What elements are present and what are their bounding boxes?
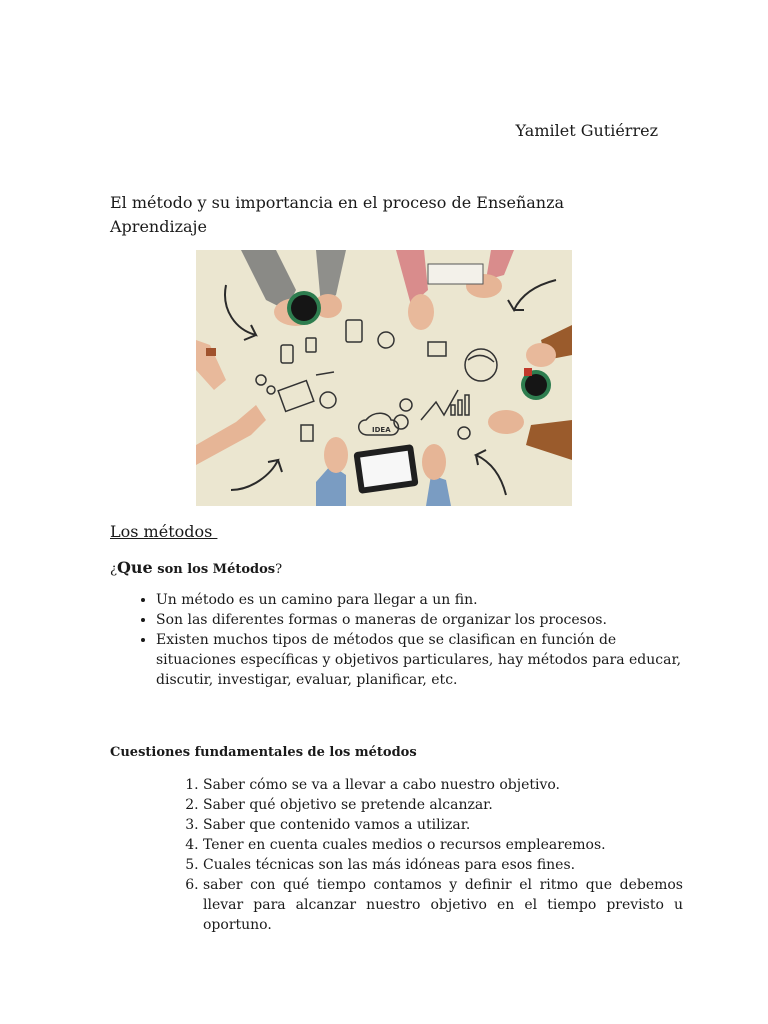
- list-item: 4. Tener en cuenta cuales medios o recursos emplearemos.: [203, 835, 683, 855]
- methods-bullet-list: [133, 590, 686, 690]
- list-item: • Un método es un camino para llegar a un fin.: [156, 590, 686, 610]
- list-item: 6. saber con qué tiempo contamos y definir el ritmo que debemos llevar para alcanzar nuestro objetivo en el tiempo previsto u oportuno.: [203, 875, 683, 935]
- author-name: Yamilet Gutiérrez: [515, 121, 658, 140]
- question-close-mark: ?: [275, 562, 283, 577]
- question-rest: son los Métodos: [152, 562, 276, 577]
- list-item: 3. Saber que contenido vamos a utilizar.: [203, 815, 683, 835]
- coffee-cup-left: [287, 291, 321, 325]
- list-item: • Existen muchos tipos de métodos que se clasifican en función de situaciones específicas y objetivos particulares, hay métodos para educar, discutir, investigar, evaluar, planificar, etc.: [156, 630, 686, 690]
- question-open-mark: ¿: [110, 562, 117, 577]
- fundamentals-heading: Cuestiones fundamentales de los métodos: [110, 745, 417, 760]
- teamwork-doodle-image: [196, 250, 572, 506]
- idea-doodle-label: IDEA: [372, 426, 391, 434]
- fundamentals-numbered-list: [178, 775, 683, 935]
- list-item: 2. Saber qué objetivo se pretende alcanzar.: [203, 795, 683, 815]
- document-title: El método y su importancia en el proceso de Enseñanza Aprendizaje: [110, 193, 565, 236]
- list-item: 5. Cuales técnicas son las más idóneas para esos fines.: [203, 855, 683, 875]
- list-item: • Son las diferentes formas o maneras de organizar los procesos.: [156, 610, 686, 630]
- hero-illustration: [196, 250, 572, 506]
- list-item: 1. Saber cómo se va a llevar a cabo nuestro objetivo.: [203, 775, 683, 795]
- question-que: Que: [116, 558, 153, 577]
- question-heading: [110, 558, 282, 577]
- tablet-device: [353, 444, 418, 494]
- section-heading: Los métodos: [110, 522, 218, 541]
